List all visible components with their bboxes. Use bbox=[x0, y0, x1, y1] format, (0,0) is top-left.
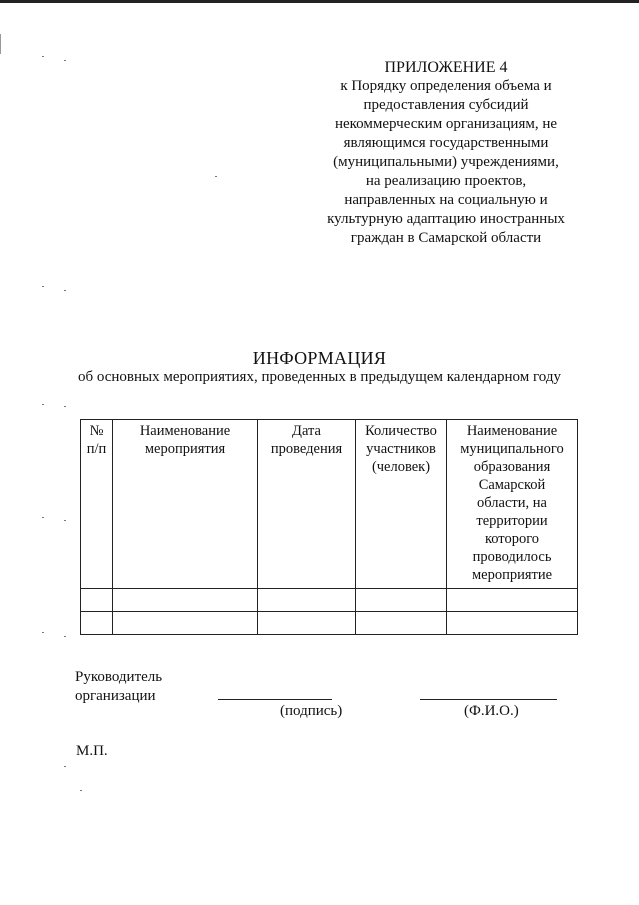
table-cell bbox=[258, 589, 356, 612]
table-cell bbox=[113, 589, 258, 612]
scan-speck bbox=[215, 176, 217, 177]
signatory-label bbox=[75, 668, 162, 706]
header-municipality: Наименование муниципального образования Самарской области, на территории которого проводилось мероприятие bbox=[447, 420, 578, 589]
header-participants: Количество участников (человек) bbox=[356, 420, 447, 589]
table-cell bbox=[447, 612, 578, 635]
scan-speck bbox=[80, 790, 82, 791]
signatory-label-line: Руководитель bbox=[75, 669, 163, 685]
table-cell bbox=[356, 589, 447, 612]
table-row bbox=[81, 612, 578, 635]
name-line bbox=[420, 699, 557, 700]
scan-speck bbox=[42, 517, 44, 518]
appendix-block bbox=[300, 58, 592, 248]
scan-speck bbox=[64, 636, 66, 637]
scan-speck bbox=[64, 290, 66, 291]
table-header-row bbox=[81, 420, 578, 589]
scan-speck bbox=[64, 60, 66, 61]
table-row bbox=[81, 589, 578, 612]
table-cell bbox=[113, 612, 258, 635]
header-date: Дата проведения bbox=[258, 420, 356, 589]
appendix-line: предоставления субсидий bbox=[363, 97, 529, 113]
scan-speck bbox=[64, 520, 66, 521]
table-cell bbox=[356, 612, 447, 635]
scan-speck bbox=[42, 632, 44, 633]
header-event-name: Наименование мероприятия bbox=[113, 420, 258, 589]
signatory-label-line: организации bbox=[75, 688, 156, 704]
appendix-line: направленных на социальную и bbox=[344, 192, 548, 208]
scan-speck bbox=[42, 404, 44, 405]
appendix-line: культурную адаптацию иностранных bbox=[327, 211, 565, 227]
scan-speck bbox=[64, 406, 66, 407]
table-cell bbox=[81, 589, 113, 612]
appendix-line: (муниципальными) учреждениями, bbox=[333, 154, 559, 170]
header-number: № п/п bbox=[81, 420, 113, 589]
appendix-line: к Порядку определения объема и bbox=[340, 78, 552, 94]
name-caption: (Ф.И.О.) bbox=[464, 703, 519, 719]
table-cell bbox=[447, 589, 578, 612]
appendix-line: граждан в Самарской области bbox=[350, 230, 542, 246]
scan-top-edge bbox=[0, 0, 639, 3]
scan-left-edge-mark bbox=[0, 34, 1, 54]
events-table bbox=[80, 419, 578, 635]
appendix-line: на реализацию проектов, bbox=[365, 173, 527, 189]
signature-caption: (подпись) bbox=[280, 703, 343, 719]
document-subtitle: об основных мероприятиях, проведенных в предыдущем календарном году bbox=[77, 369, 561, 385]
table-cell bbox=[81, 612, 113, 635]
appendix-title: ПРИЛОЖЕНИЕ 4 bbox=[384, 59, 508, 76]
signature-line bbox=[218, 699, 332, 700]
scan-speck bbox=[42, 56, 44, 57]
document-title: ИНФОРМАЦИЯ bbox=[252, 348, 387, 368]
scan-speck bbox=[64, 766, 66, 767]
stamp-place-label: М.П. bbox=[76, 743, 108, 759]
appendix-line: являющимся государственными bbox=[343, 135, 549, 151]
table-cell bbox=[258, 612, 356, 635]
appendix-line: некоммерческим организациям, не bbox=[334, 116, 558, 132]
scan-speck bbox=[42, 286, 44, 287]
